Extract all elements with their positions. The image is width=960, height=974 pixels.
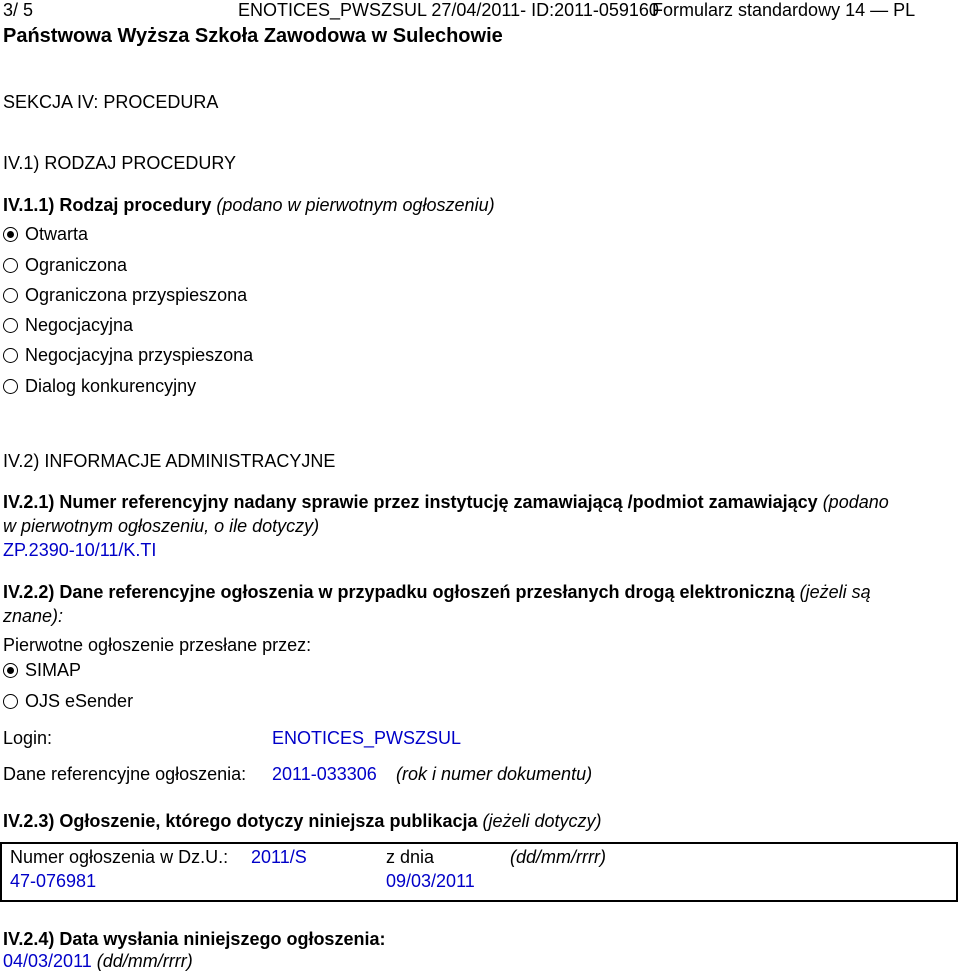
- oj-date-value: 09/03/2011: [386, 871, 475, 891]
- radio-option-ograniczona[interactable]: [3, 254, 127, 276]
- radio-empty-icon: [3, 379, 18, 394]
- radio-option-negocjacyjna[interactable]: [3, 314, 133, 336]
- radio-label: Negocjacyjna przyspieszona: [25, 344, 254, 365]
- oj-date-format: (dd/mm/rrrr): [510, 847, 606, 867]
- iv23-label: IV.2.3) Ogłoszenie, którego dotyczy niniejsza publikacja: [3, 811, 478, 831]
- form-label: Formularz standardowy 14 — PL: [652, 0, 916, 20]
- iv24-label: IV.2.4) Data wysłania niniejszego ogłoszenia:: [3, 929, 386, 949]
- iv21-label: IV.2.1) Numer referencyjny nadany sprawie przez instytucję zamawiającą /podmiot zamawiający: [3, 492, 818, 512]
- radio-option-otwarta[interactable]: [3, 223, 88, 245]
- iv21-heading: [3, 492, 889, 513]
- iv11-label: IV.1.1) Rodzaj procedury: [3, 195, 212, 215]
- login-label: Login:: [3, 728, 53, 748]
- notice-id: ENOTICES_PWSZSUL 27/04/2011- ID:2011-059160: [238, 0, 659, 20]
- iv22-label: IV.2.2) Dane referencyjne ogłoszenia w przypadku ogłoszeń przesłanych drogą elektroniczną: [3, 582, 795, 602]
- oj-number-value-continued: 47-076981: [10, 871, 97, 891]
- radio-empty-icon: [3, 258, 18, 273]
- iv21-note: (podano: [822, 492, 889, 512]
- iv24-row: [3, 951, 193, 972]
- radio-label: Negocjacyjna: [25, 314, 134, 335]
- login-value: ENOTICES_PWSZSUL: [272, 728, 462, 748]
- radio-label: Ograniczona przyspieszona: [25, 284, 248, 305]
- radio-option-negocjacyjna-przyspieszona[interactable]: [3, 344, 253, 366]
- radio-label: OJS eSender: [25, 690, 134, 711]
- radio-option-simap[interactable]: [3, 659, 81, 681]
- oj-date-label: z dnia: [386, 847, 435, 867]
- oj-number-label: Numer ogłoszenia w Dz.U.:: [10, 847, 229, 867]
- radio-selected-icon: [3, 663, 18, 678]
- iv23-note: (jeżeli dotyczy): [482, 811, 602, 831]
- radio-empty-icon: [3, 288, 18, 303]
- iv22-note-continued: znane):: [3, 606, 64, 626]
- section-title: SEKCJA IV: PROCEDURA: [3, 92, 219, 112]
- radio-option-ojs-esender[interactable]: [3, 690, 133, 712]
- dispatch-date-format: (dd/mm/rrrr): [96, 951, 193, 971]
- radio-selected-icon: [3, 227, 18, 242]
- organization-name: Państwowa Wyższa Szkoła Zawodowa w Sulechowie: [3, 25, 503, 47]
- radio-label: Dialog konkurencyjny: [25, 375, 197, 396]
- notice-reference-value: 2011-033306: [272, 764, 377, 784]
- iv22-note: (jeżeli są: [799, 582, 871, 602]
- iv11-heading: [3, 195, 495, 216]
- dispatch-date: 04/03/2011: [3, 951, 92, 971]
- notice-reference-format: (rok i numer dokumentu): [396, 764, 593, 784]
- iv1-heading: IV.1) RODZAJ PROCEDURY: [3, 153, 237, 173]
- radio-empty-icon: [3, 694, 18, 709]
- iv11-note: (podano w pierwotnym ogłoszeniu): [216, 195, 495, 215]
- reference-number: ZP.2390-10/11/K.TI: [3, 540, 157, 560]
- iv22-heading: [3, 582, 871, 603]
- iv23-heading: [3, 811, 602, 832]
- radio-empty-icon: [3, 318, 18, 333]
- iv21-note-continued: w pierwotnym ogłoszeniu, o ile dotyczy): [3, 516, 320, 536]
- radio-label: SIMAP: [25, 659, 82, 680]
- radio-label: Otwarta: [25, 223, 89, 244]
- page-number: 3/ 5: [3, 0, 34, 20]
- radio-empty-icon: [3, 348, 18, 363]
- sent-by-label: Pierwotne ogłoszenie przesłane przez:: [3, 635, 312, 655]
- radio-label: Ograniczona: [25, 254, 128, 275]
- oj-number-value: 2011/S: [251, 847, 307, 867]
- radio-option-ograniczona-przyspieszona[interactable]: [3, 284, 247, 306]
- notice-reference-label: Dane referencyjne ogłoszenia:: [3, 764, 247, 784]
- iv2-heading: IV.2) INFORMACJE ADMINISTRACYJNE: [3, 451, 336, 471]
- radio-option-dialog-konkurencyjny[interactable]: [3, 375, 196, 397]
